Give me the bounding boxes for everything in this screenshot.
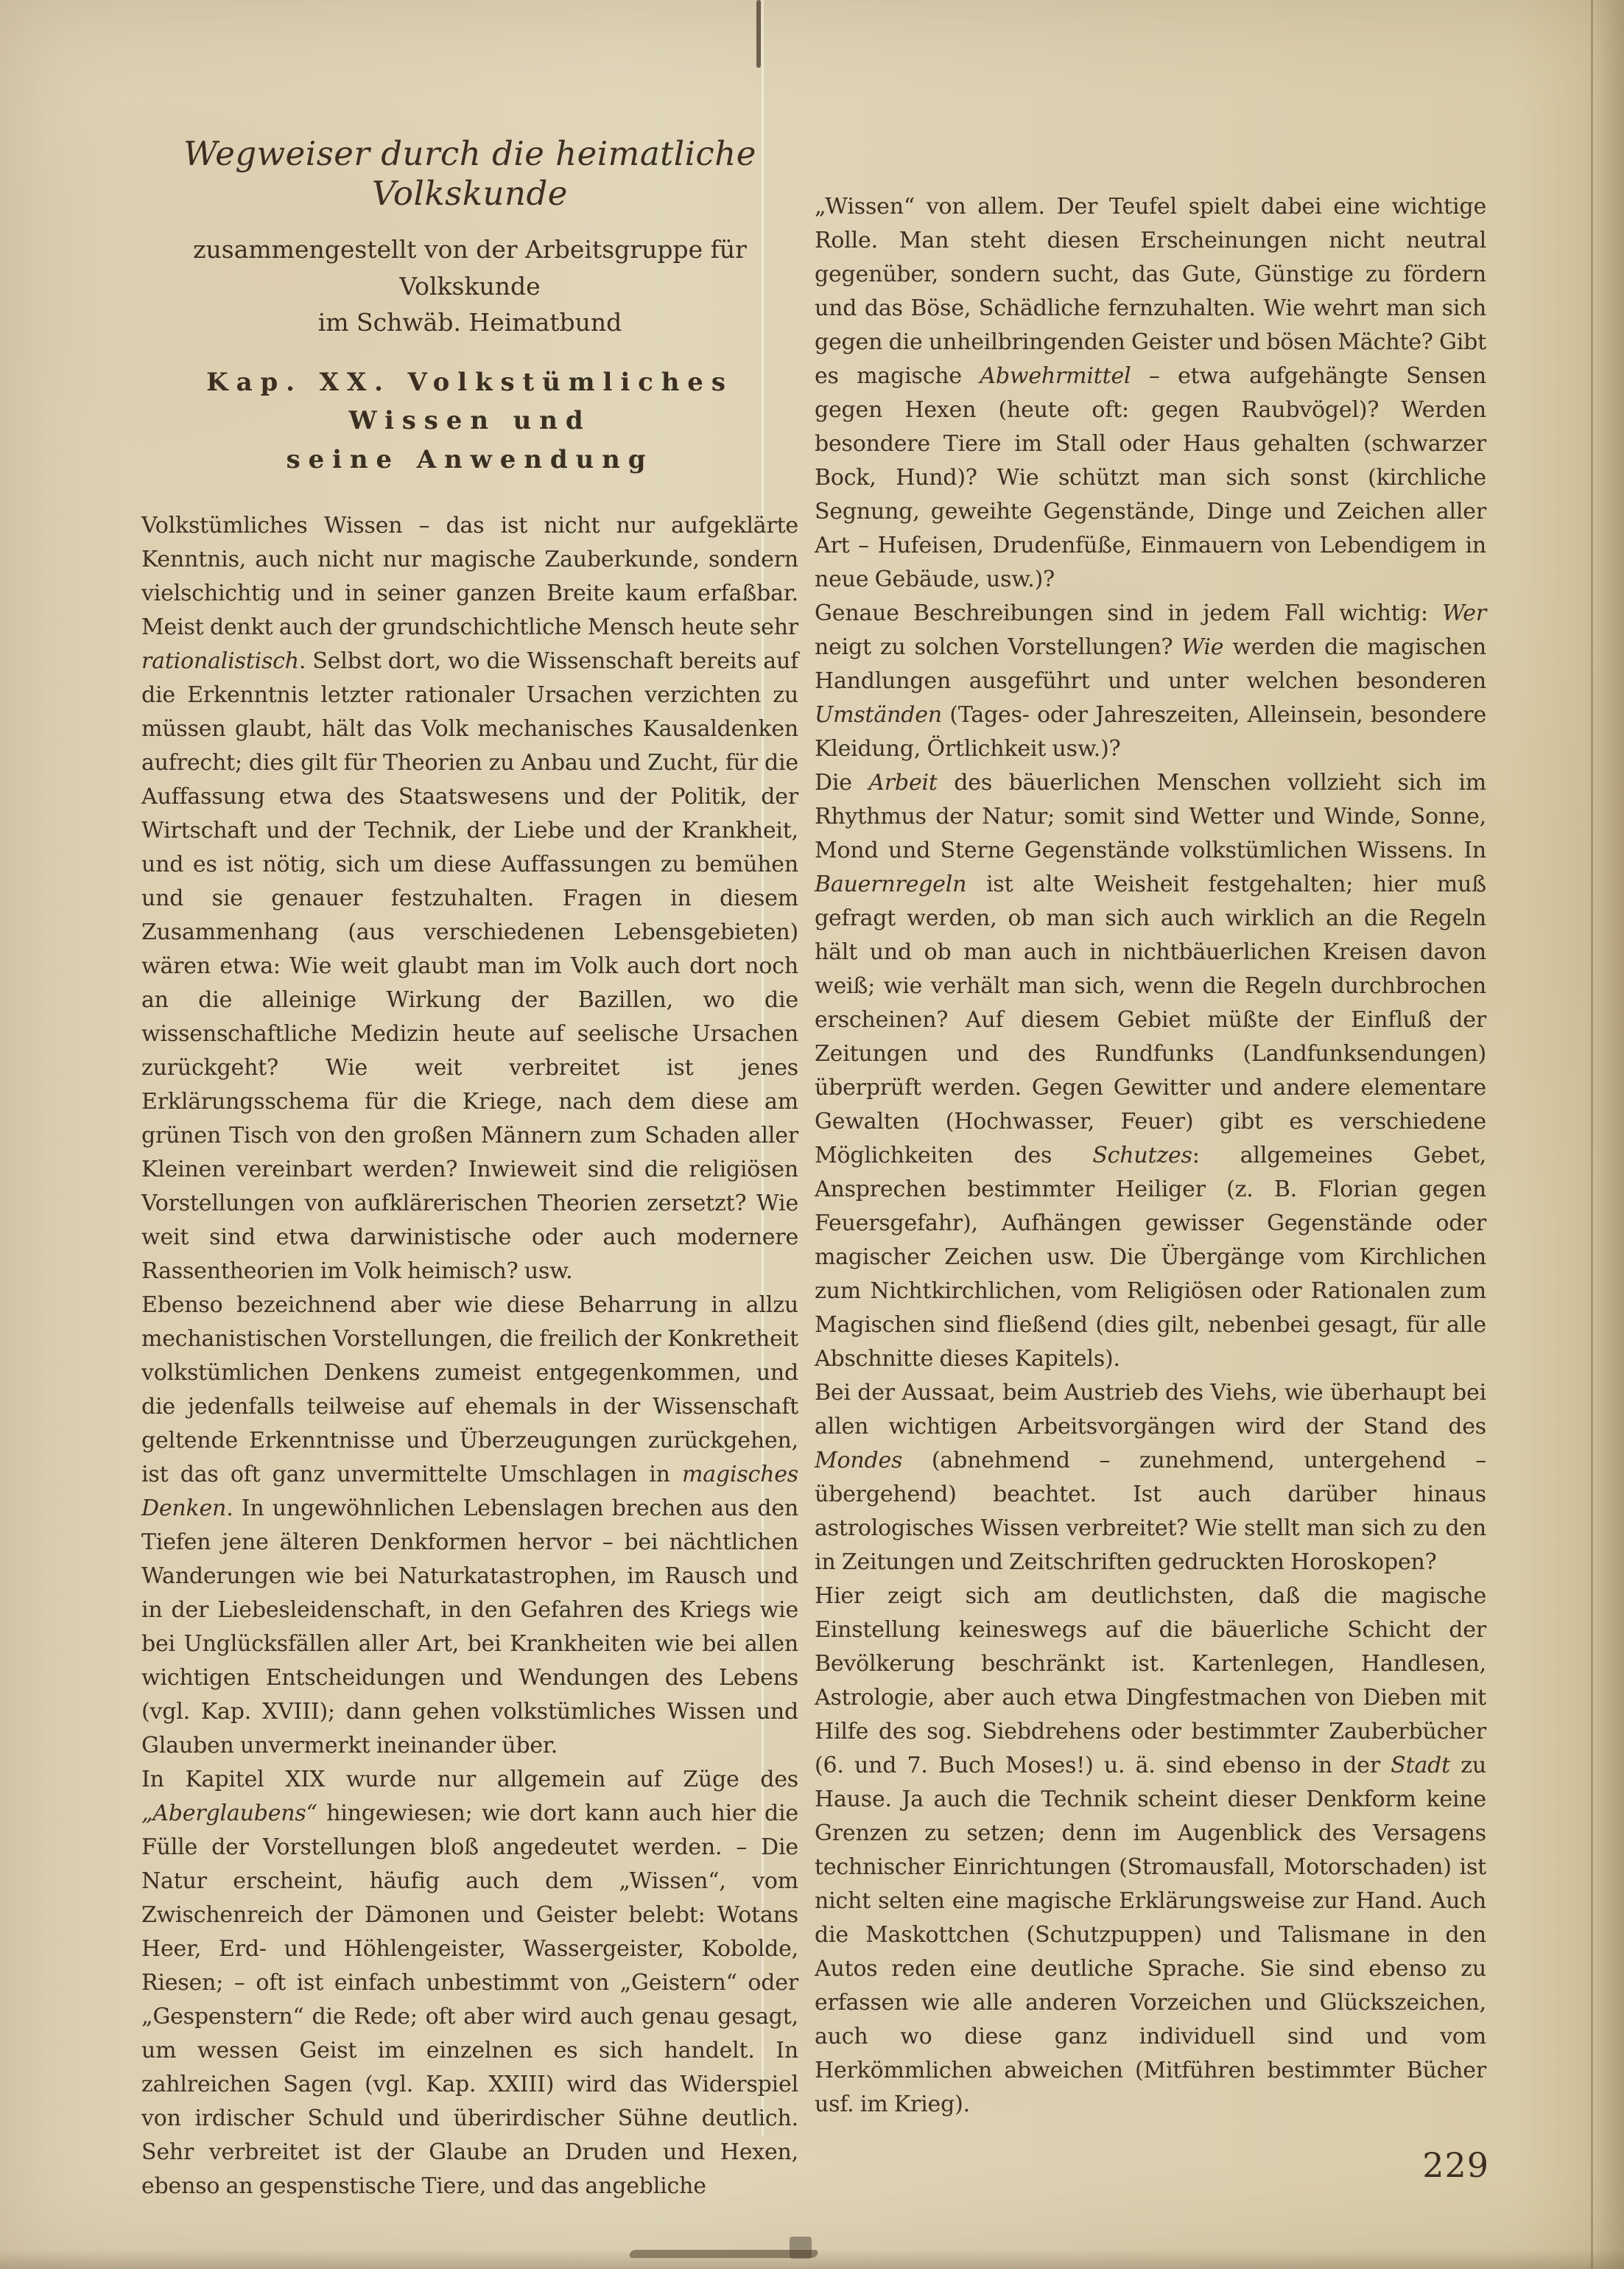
subtitle [141, 231, 798, 341]
paragraph: In Kapitel XIX wurde nur allgemein auf Züge des „Aberglaubens“ hingewiesen; wie dort kann auch hier die Fülle der Vorstellungen bloß angedeutet werden. – Die Natur erscheint, häufig auch dem „Wissen“, vom Zwischenreich der Dämonen und Geister belebt: Wotans Heer, Erd- und Höhlengeister, Wassergeister, Kobolde, Riesen; – oft ist einfach unbestimmt von „Geistern“ oder „Gespenstern“ die Rede; oft aber wird auch genau gesagt, um wessen Geist im einzelnen es sich handelt. In zahlreichen Sagen (vgl. Kap. XXIII) wird das Widerspiel von irdischer Schuld und überirdischer Sühne deutlich. Sehr verbreitet ist der Glaube an Druden und Hexen, ebenso an gespenstische Tiere, und das angebliche [141, 1766, 798, 2199]
right-column [815, 190, 1486, 2122]
paragraph: Bei der Aussaat, beim Austrieb des Viehs, wie überhaupt bei allen wichtigen Arbeitsvorgängen wird der Stand des Mondes (abnehmend – zunehmend, untergehend – übergehend) beachtet. Ist auch darüber hinaus astrologisches Wissen verbreitet? Wie stellt man sich zu den in Zeitungen und Zeitschriften gedruckten Horoskopen? [815, 1380, 1486, 1575]
paragraph: Die Arbeit des bäuerlichen Menschen vollzieht sich im Rhythmus der Natur; somit sind Wetter und Winde, Sonne, Mond und Sterne Gegenstände volkstümlichen Wissens. In Bauernregeln ist alte Weisheit festgehalten; hier muß gefragt werden, ob man sich auch wirklich an die Regeln hält und ob man auch in nichtbäuerlichen Kreisen davon weiß; wie verhält man sich, wenn die Regeln durchbrochen erscheinen? Auf diesem Gebiet müßte der Einfluß der Zeitungen und des Rundfunks (Landfunksendungen) überprüft werden. Gegen Gewitter und andere elementare Gewalten (Hochwasser, Feuer) gibt es verschiedene Möglichkeiten des Schutzes: allgemeines Gebet, Ansprechen bestimmter Heiliger (z. B. Florian gegen Feuersgefahr), Aufhängen gewisser Gegenstände oder magischer Zeichen usw. Die Übergänge vom Kirchlichen zum Nichtkirchlichen, vom Religiösen oder Rationalen zum Magischen sind fließend (dies gilt, nebenbei gesagt, für alle Abschnitte dieses Kapitels). [815, 770, 1487, 1372]
subtitle-line-1: zusammengestellt von der Arbeitsgruppe für Volkskunde [193, 235, 747, 301]
chapter-heading-line-1: Kap. XX. Volkstümliches Wissen und [206, 367, 734, 436]
paragraph: Ebenso bezeichnend aber wie diese Beharrung in allzu mechanistischen Vorstellungen, die freilich der Konkretheit volkstümlichen Denkens zumeist entgegenkommen, und die jedenfalls teilweise auf ehemals in der Wissenschaft geltende Erkenntnisse und Überzeugungen zurückgehen, ist das oft ganz unvermittelte Umschlagen in magisches Denken. In ungewöhnlichen Lebenslagen brechen aus den Tiefen jene älteren Denkformen hervor – bei nächtlichen Wanderungen wie bei Naturkatastrophen, im Rausch und in der Liebesleidenschaft, in den Gefahren des Kriegs wie bei Unglücksfällen aller Art, bei Krankheiten wie bei allen wichtigen Entscheidungen und Wendungen des Lebens (vgl. Kap. XVIII); dann gehen volkstümliches Wissen und Glauben unvermerkt ineinander über. [141, 1291, 798, 1758]
page-title: Wegweiser durch die heimatliche Volkskunde [183, 134, 756, 213]
left-column [141, 134, 798, 2203]
page-number: 229 [1422, 2145, 1489, 2185]
chapter-heading [141, 363, 798, 480]
paragraph: Hier zeigt sich am deutlichsten, daß die magische Einstellung keineswegs auf die bäuerliche Schicht der Bevölkerung beschränkt ist. Kartenlegen, Handlesen, Astrologie, aber auch etwa Dingfestmachen von Dieben mit Hilfe des sog. Siebdrehens oder bestimmter Zauberbücher (6. und 7. Buch Moses!) u. ä. sind ebenso in der Stadt zu Hause. Ja auch die Technik scheint dieser Denkform keine Grenzen zu setzen; denn im Augenblick des Versagens technischer Einrichtungen (Stromausfall, Motorschaden) ist nicht selten eine magische Erklärungsweise zur Hand. Auch die Maskottchen (Schutzpuppen) und Talismane in den Autos reden eine deutliche Sprache. Sie sind ebenso zu erfassen wie alle anderen Vorzeichen und Glückszeichen, auch wo diese ganz individuell sind und vom Herkömmlichen abweichen (Mitführen bestimmter Bücher usf. im Krieg). [815, 1583, 1486, 2117]
page-edge-shadow [1593, 0, 1624, 2269]
subtitle-line-2: im Schwäb. Heimatbund [317, 308, 622, 337]
chapter-heading-line-2: seine Anwendung [286, 444, 654, 474]
page-bottom-shadow [0, 2250, 1624, 2269]
paragraph: Volkstümliches Wissen – das ist nicht nur aufgeklärte Kenntnis, auch nicht nur magische Zauberkunde, sondern vielschichtig und in seiner ganzen Breite kaum erfaßbar. Meist denkt auch der grundschichtliche Mensch heute sehr rationalistisch. Selbst dort, wo die Wissenschaft bereits auf die Erkenntnis letzter rationaler Ursachen verzichten zu müssen glaubt, hält das Volk mechanisches Kausaldenken aufrecht; dies gilt für Theorien zu Anbau und Zucht, für die Auffassung etwa des Staatswesens und der Politik, der Wirtschaft und der Technik, der Liebe und der Krankheit, und es ist nötig, sich um diese Auffassungen zu bemühen und sie genauer festzuhalten. Fragen in diesem Zusammenhang (aus verschiedenen Lebensgebieten) wären etwa: Wie weit glaubt man im Volk auch dort noch an die alleinige Wirkung der Bazillen, wo die wissenschaftliche Medizin heute auf seelische Ursachen zurückgeht? Wie weit verbreitet ist jenes Erklärungsschema für die Kriege, nach dem diese am grünen Tisch von den großen Männern zum Schaden aller Kleinen vereinbart werden? Inwieweit sind die religiösen Vorstellungen von aufklärerischen Theorien zersetzt? Wie weit sind etwa darwinistische oder auch modernere Rassentheorien im Volk heimisch? usw. [141, 512, 798, 1284]
paragraph: „Wissen“ von allem. Der Teufel spielt dabei eine wichtige Rolle. Man steht diesen Erscheinungen nicht neutral gegenüber, sondern sucht, das Gute, Günstige zu fördern und das Böse, Schädliche fernzuhalten. Wie wehrt man sich gegen die unheilbringenden Geister und bösen Mächte? Gibt es magische Abwehrmittel – etwa aufgehängte Sensen gegen Hexen (heute oft: gegen Raubvögel)? Werden besondere Tiere im Stall oder Haus gehalten (schwarzer Bock, Hund)? Wie schützt man sich sonst (kirchliche Segnung, geweihte Gegenstände, Dinge und Zeichen aller Art – Hufeisen, Drudenfüße, Einmauern von Lebendigem in neue Gebäude, usw.)? [815, 194, 1486, 592]
paragraph: Genaue Beschreibungen sind in jedem Fall wichtig: Wer neigt zu solchen Vorstellungen? Wie werden die magischen Handlungen ausgeführt und unter welchen besonderen Umständen (Tages- oder Jahreszeiten, Alleinsein, besondere Kleidung, Örtlichkeit usw.)? [815, 600, 1486, 762]
scan-artifact-top [756, 0, 761, 68]
